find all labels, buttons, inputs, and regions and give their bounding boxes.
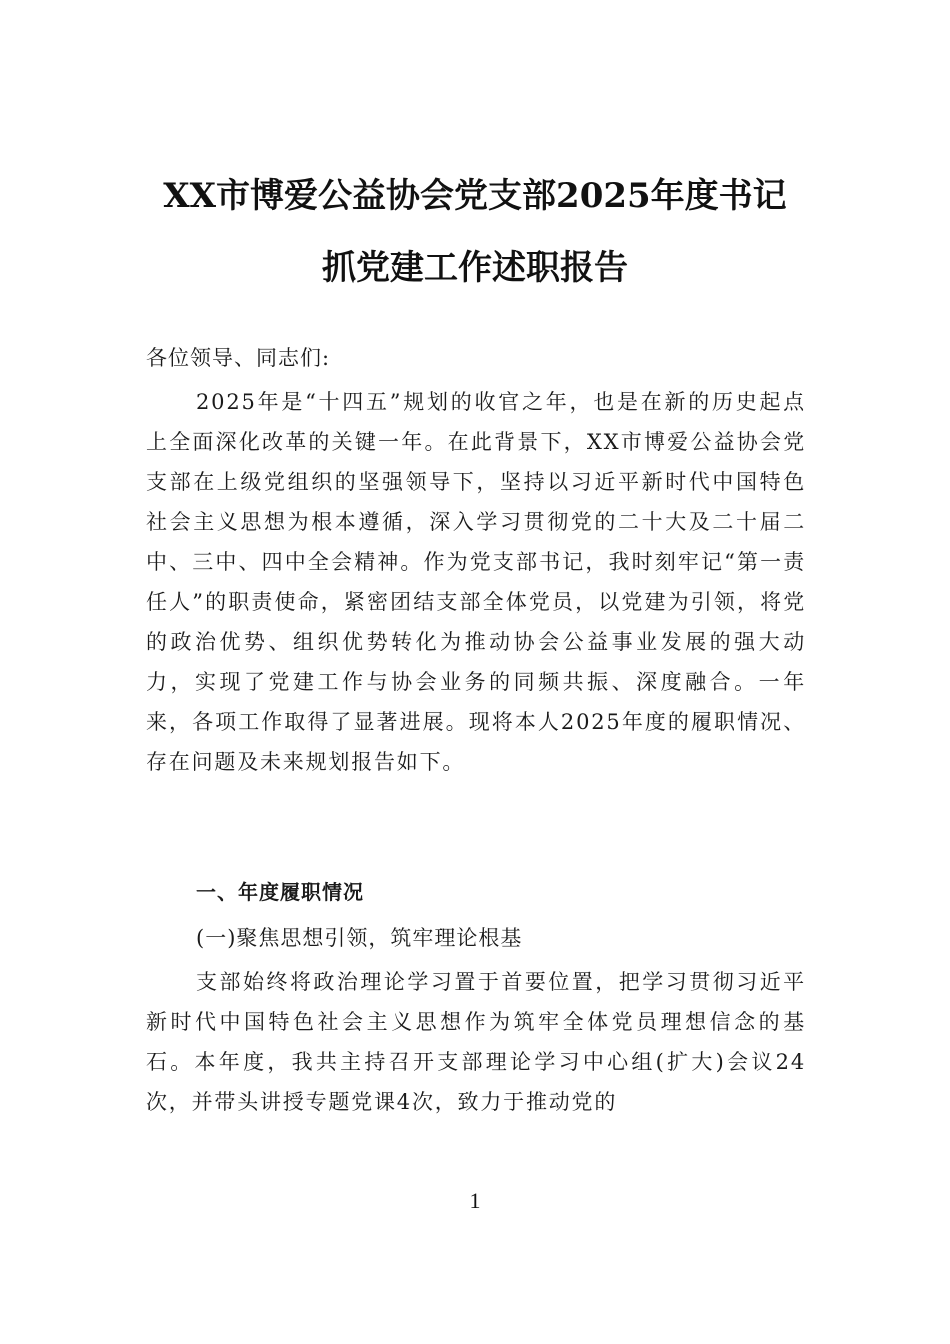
report-title-line-2: 抓党建工作述职报告	[322, 248, 628, 288]
subsection-heading-ideological-guidance: (一)聚焦思想引领，筑牢理论根基	[196, 926, 523, 950]
theory-study-paragraph: 支部始终将政治理论学习置于首要位置，把学习贯彻习近平新时代中国特色社会主义思想作为筑牢全体党员理想信念的基石。本年度，我共主持召开支部理论学习中心组(扩大)会议24次，并带头讲授专题党课4次，致力于推动党的	[146, 970, 806, 1114]
report-title-line-1: XX市博爱公益协会党支部2025年度书记	[163, 176, 787, 216]
salutation: 各位领导、同志们:	[146, 346, 331, 370]
section-heading-annual-performance: 一、年度履职情况	[196, 880, 364, 904]
intro-paragraph: 2025年是“十四五”规划的收官之年，也是在新的历史起点上全面深化改革的关键一年。在此背景下，XX市博爱公益协会党支部在上级党组织的坚强领导下，坚持以习近平新时代中国特色社会主义思想为根本遵循，深入学习贯彻党的二十大及二十届二中、三中、四中全会精神。作为党支部书记，我时刻牢记“第一责任人”的职责使命，紧密团结支部全体党员，以党建为引领，将党的政治优势、组织优势转化为推动协会公益事业发展的强大动力，实现了党建工作与协会业务的同频共振、深度融合。一年来，各项工作取得了显著进展。现将本人2025年度的履职情况、存在问题及未来规划报告如下。	[146, 390, 806, 774]
page-number: 1	[469, 1188, 481, 1213]
